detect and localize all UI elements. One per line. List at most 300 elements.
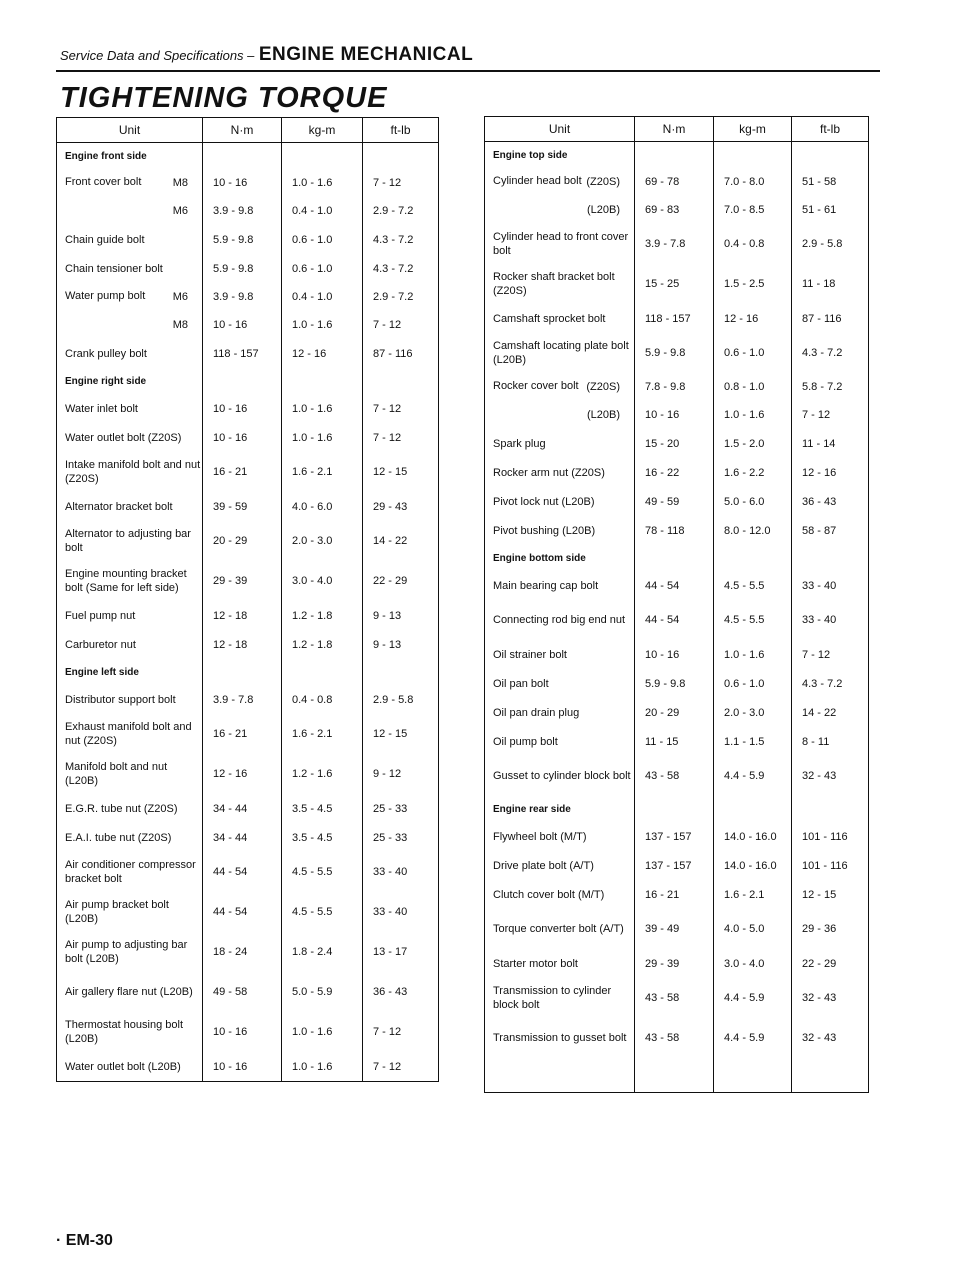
section-label: Engine top side: [485, 142, 635, 169]
ftlb-cell: 25 - 33: [363, 794, 439, 823]
unit-cell: Exhaust manifold bolt and nut (Z20S): [57, 714, 203, 754]
unit-variants: [173, 289, 188, 333]
unit-cell: Drive plate bolt (A/T): [485, 851, 635, 880]
ftlb-cell: 7 - 12: [363, 1052, 439, 1082]
kgm-cell: 4.5 - 5.5: [714, 571, 792, 600]
col-nm: N·m: [203, 118, 282, 143]
unit-cell: Transmission to gusset bolt: [485, 1018, 635, 1058]
nm-cell: 10 - 16: [635, 640, 714, 669]
nm-cell: 49 - 59: [635, 487, 714, 516]
kgm-cell: 14.0 - 16.0: [714, 822, 792, 851]
empty-cell: [282, 368, 363, 394]
unit-cell: Rocker shaft bracket bolt (Z20S): [485, 264, 635, 304]
table-row: [57, 794, 439, 823]
table-row: [57, 823, 439, 852]
empty-cell: [714, 1058, 792, 1093]
col-kgm: kg-m: [714, 117, 792, 142]
header-rule: [56, 70, 880, 72]
nm-cell: 29 - 39: [203, 561, 282, 601]
table-row: [57, 225, 439, 254]
header-section: Service Data and Specifications –: [60, 48, 255, 63]
kgm-cell: 1.6 - 2.1: [714, 880, 792, 909]
nm-cell: 118 - 157: [635, 304, 714, 333]
kgm-cell: 3.0 - 4.0: [282, 561, 363, 601]
unit-cell: Cylinder head to front cover bolt: [485, 224, 635, 264]
nm-cell: 16 - 22: [635, 458, 714, 487]
nm-value: 10 - 16: [213, 177, 248, 189]
nm-cell: 10 - 16: [203, 423, 282, 452]
page-number: · EM-30: [56, 1232, 113, 1249]
kgm-cell: 4.5 - 5.5: [282, 892, 363, 932]
kgm-value: 7.0 - 8.5: [724, 204, 765, 216]
kgm-cell: 4.4 - 5.9: [714, 756, 792, 796]
unit-cell: Water outlet bolt (Z20S): [57, 423, 203, 452]
table-row: [485, 1018, 869, 1058]
ftlb-value: 7 - 12: [802, 409, 831, 421]
ftlb-cell: 33 - 40: [792, 600, 869, 640]
empty-cell: [635, 545, 714, 571]
unit-cell: Water outlet bolt (L20B): [57, 1052, 203, 1082]
nm-cell: 16 - 21: [635, 880, 714, 909]
unit-cell: [57, 169, 203, 225]
section-row: [485, 142, 869, 169]
unit-name: Front cover bolt: [65, 176, 142, 188]
table-row: [485, 600, 869, 640]
empty-cell: [485, 1058, 635, 1093]
table-row: [57, 630, 439, 659]
unit-cell: Alternator to adjusting bar bolt: [57, 521, 203, 561]
section-row: [485, 796, 869, 822]
table-row: [485, 264, 869, 304]
nm-value: 3.9 - 9.8: [213, 291, 254, 303]
kgm-cell: 4.4 - 5.9: [714, 1018, 792, 1058]
unit-split: [493, 174, 634, 218]
empty-cell: [282, 659, 363, 685]
table-row: [485, 909, 869, 949]
table-row: [57, 685, 439, 714]
ftlb-cell: 36 - 43: [792, 487, 869, 516]
kgm-cell: [714, 168, 792, 224]
torque-table-left: [56, 117, 439, 1082]
table-row: [485, 880, 869, 909]
unit-cell: Thermostat housing bolt (L20B): [57, 1012, 203, 1052]
table-row: [485, 516, 869, 545]
unit-cell: [485, 373, 635, 429]
ftlb-value: 5.8 - 7.2: [802, 381, 843, 393]
unit-split: [65, 175, 202, 219]
table-row: [57, 932, 439, 972]
variant-label: (Z20S): [586, 176, 620, 188]
section-label: Engine bottom side: [485, 545, 635, 571]
ftlb-cell: 33 - 40: [363, 892, 439, 932]
ftlb-value: 51 - 61: [802, 204, 837, 216]
empty-cell: [635, 796, 714, 822]
table-row: [57, 339, 439, 368]
unit-variants: [586, 379, 620, 423]
kgm-cell: 1.6 - 2.1: [282, 452, 363, 492]
nm-value: 7.8 - 9.8: [645, 381, 686, 393]
col-kgm: kg-m: [282, 118, 363, 143]
nm-value: 69 - 83: [645, 204, 680, 216]
unit-cell: Transmission to cylinder block bolt: [485, 978, 635, 1018]
section-label: Engine right side: [57, 368, 203, 394]
nm-value: 10 - 16: [645, 409, 680, 421]
variant-label: (L20B): [586, 204, 620, 216]
table-row: [57, 714, 439, 754]
table-row: [485, 756, 869, 796]
nm-cell: 5.9 - 9.8: [635, 333, 714, 373]
kgm-cell: 0.4 - 0.8: [714, 224, 792, 264]
nm-cell: 10 - 16: [203, 394, 282, 423]
table-row: [57, 601, 439, 630]
kgm-cell: 1.1 - 1.5: [714, 727, 792, 756]
table-row: [485, 640, 869, 669]
nm-cell: 3.9 - 7.8: [203, 685, 282, 714]
kgm-cell: [282, 169, 363, 225]
kgm-cell: 3.5 - 4.5: [282, 823, 363, 852]
ftlb-cell: 7 - 12: [792, 640, 869, 669]
ftlb-cell: 4.3 - 7.2: [363, 254, 439, 283]
kgm-cell: 12 - 16: [714, 304, 792, 333]
kgm-cell: 1.0 - 1.6: [714, 640, 792, 669]
ftlb-cell: [363, 283, 439, 339]
ftlb-cell: 14 - 22: [792, 698, 869, 727]
table-row: [485, 851, 869, 880]
unit-cell: Engine mounting bracket bolt (Same for left side): [57, 561, 203, 601]
ftlb-cell: [363, 169, 439, 225]
empty-cell: [203, 368, 282, 394]
ftlb-cell: 9 - 13: [363, 630, 439, 659]
empty-cell: [792, 1058, 869, 1093]
unit-cell: Rocker arm nut (Z20S): [485, 458, 635, 487]
ftlb-cell: 4.3 - 7.2: [363, 225, 439, 254]
unit-cell: Air gallery flare nut (L20B): [57, 972, 203, 1012]
kgm-cell: 4.4 - 5.9: [714, 978, 792, 1018]
unit-variants: [586, 174, 620, 218]
nm-cell: 10 - 16: [203, 1012, 282, 1052]
ftlb-cell: 32 - 43: [792, 1018, 869, 1058]
nm-cell: 12 - 18: [203, 601, 282, 630]
table-row: [485, 669, 869, 698]
empty-cell: [792, 545, 869, 571]
empty-cell: [363, 143, 439, 170]
ftlb-cell: 12 - 15: [363, 714, 439, 754]
section-row: [485, 545, 869, 571]
kgm-value: 0.8 - 1.0: [724, 381, 765, 393]
unit-cell: Alternator bracket bolt: [57, 492, 203, 521]
unit-cell: Manifold bolt and nut (L20B): [57, 754, 203, 794]
kgm-cell: 0.4 - 0.8: [282, 685, 363, 714]
nm-cell: 39 - 49: [635, 909, 714, 949]
ftlb-cell: 7 - 12: [363, 394, 439, 423]
kgm-cell: 1.0 - 1.6: [282, 1052, 363, 1082]
table-row: [485, 373, 869, 429]
ftlb-value: 7 - 12: [373, 319, 402, 331]
nm-cell: 44 - 54: [203, 892, 282, 932]
unit-cell: Main bearing cap bolt: [485, 571, 635, 600]
section-label: Engine rear side: [485, 796, 635, 822]
kgm-cell: 12 - 16: [282, 339, 363, 368]
nm-cell: 3.9 - 7.8: [635, 224, 714, 264]
unit-cell: Clutch cover bolt (M/T): [485, 880, 635, 909]
ftlb-cell: 12 - 16: [792, 458, 869, 487]
ftlb-value: 7 - 12: [373, 177, 402, 189]
nm-cell: 44 - 54: [635, 571, 714, 600]
kgm-cell: 1.0 - 1.6: [282, 1012, 363, 1052]
nm-cell: 29 - 39: [635, 949, 714, 978]
table-row: [57, 892, 439, 932]
empty-cell: [282, 143, 363, 170]
empty-cell: [635, 1058, 714, 1093]
kgm-cell: 0.6 - 1.0: [714, 669, 792, 698]
col-nm: N·m: [635, 117, 714, 142]
nm-cell: 137 - 157: [635, 822, 714, 851]
col-unit: Unit: [485, 117, 635, 142]
unit-cell: Gusset to cylinder block bolt: [485, 756, 635, 796]
kgm-value: 1.0 - 1.6: [724, 409, 765, 421]
unit-cell: Torque converter bolt (A/T): [485, 909, 635, 949]
ftlb-cell: 36 - 43: [363, 972, 439, 1012]
col-ftlb: ft-lb: [792, 117, 869, 142]
unit-cell: Oil strainer bolt: [485, 640, 635, 669]
unit-split: [65, 289, 202, 333]
table-row: [57, 1052, 439, 1082]
kgm-cell: 0.6 - 1.0: [714, 333, 792, 373]
kgm-value: 0.4 - 1.0: [292, 205, 333, 217]
empty-cell: [714, 545, 792, 571]
unit-cell: Crank pulley bolt: [57, 339, 203, 368]
torque-table-right: [484, 116, 869, 1093]
table-row: [485, 571, 869, 600]
empty-cell: [203, 143, 282, 170]
unit-cell: Pivot lock nut (L20B): [485, 487, 635, 516]
nm-cell: 44 - 54: [203, 852, 282, 892]
unit-cell: Oil pump bolt: [485, 727, 635, 756]
empty-cell: [635, 142, 714, 169]
nm-value: 10 - 16: [213, 319, 248, 331]
section-row: [57, 143, 439, 170]
ftlb-cell: 2.9 - 5.8: [363, 685, 439, 714]
ftlb-cell: 9 - 12: [363, 754, 439, 794]
ftlb-cell: 14 - 22: [363, 521, 439, 561]
col-unit: Unit: [57, 118, 203, 143]
ftlb-cell: [792, 168, 869, 224]
table-row: [485, 168, 869, 224]
nm-cell: [635, 373, 714, 429]
nm-cell: 12 - 18: [203, 630, 282, 659]
table-row: [57, 423, 439, 452]
unit-cell: [485, 168, 635, 224]
unit-cell: E.G.R. tube nut (Z20S): [57, 794, 203, 823]
empty-cell: [714, 796, 792, 822]
unit-cell: Air pump to adjusting bar bolt (L20B): [57, 932, 203, 972]
ftlb-cell: 7 - 12: [363, 423, 439, 452]
unit-name: Water pump bolt: [65, 290, 146, 302]
unit-cell: Water inlet bolt: [57, 394, 203, 423]
table-row: [57, 1012, 439, 1052]
table-row: [57, 972, 439, 1012]
table-row: [485, 727, 869, 756]
kgm-cell: 4.5 - 5.5: [714, 600, 792, 640]
ftlb-cell: 101 - 116: [792, 822, 869, 851]
ftlb-value: 2.9 - 7.2: [373, 205, 414, 217]
variant-label: M6: [172, 205, 188, 217]
nm-cell: 5.9 - 9.8: [635, 669, 714, 698]
ftlb-cell: 33 - 40: [792, 571, 869, 600]
kgm-cell: 0.6 - 1.0: [282, 254, 363, 283]
page-header: [60, 44, 880, 66]
table-row: [57, 283, 439, 339]
nm-cell: 137 - 157: [635, 851, 714, 880]
kgm-cell: 14.0 - 16.0: [714, 851, 792, 880]
ftlb-cell: [792, 373, 869, 429]
kgm-cell: 4.0 - 6.0: [282, 492, 363, 521]
ftlb-cell: 11 - 18: [792, 264, 869, 304]
table-row: [57, 254, 439, 283]
nm-cell: 12 - 16: [203, 754, 282, 794]
kgm-cell: 1.8 - 2.4: [282, 932, 363, 972]
ftlb-value: 2.9 - 7.2: [373, 291, 414, 303]
ftlb-cell: 87 - 116: [792, 304, 869, 333]
table-header: [485, 117, 869, 142]
table-row: [485, 698, 869, 727]
variant-label: M8: [172, 177, 188, 189]
ftlb-value: 51 - 58: [802, 176, 837, 188]
nm-cell: 34 - 44: [203, 823, 282, 852]
ftlb-cell: 29 - 36: [792, 909, 869, 949]
kgm-cell: 1.2 - 1.6: [282, 754, 363, 794]
empty-cell: [792, 796, 869, 822]
unit-cell: Chain tensioner bolt: [57, 254, 203, 283]
unit-cell: Air conditioner compressor bracket bolt: [57, 852, 203, 892]
table-row: [57, 394, 439, 423]
nm-cell: 43 - 58: [635, 756, 714, 796]
nm-cell: 43 - 58: [635, 978, 714, 1018]
ftlb-cell: 2.9 - 5.8: [792, 224, 869, 264]
nm-cell: 5.9 - 9.8: [203, 254, 282, 283]
nm-cell: 78 - 118: [635, 516, 714, 545]
section-label: Engine front side: [57, 143, 203, 170]
nm-cell: 15 - 20: [635, 429, 714, 458]
kgm-cell: 3.0 - 4.0: [714, 949, 792, 978]
unit-name: Rocker cover bolt: [493, 380, 579, 392]
unit-cell: Camshaft locating plate bolt (L20B): [485, 333, 635, 373]
ftlb-cell: 9 - 13: [363, 601, 439, 630]
ftlb-cell: 87 - 116: [363, 339, 439, 368]
unit-cell: Distributor support bolt: [57, 685, 203, 714]
nm-cell: [203, 283, 282, 339]
ftlb-cell: 11 - 14: [792, 429, 869, 458]
table-row: [485, 949, 869, 978]
kgm-value: 1.0 - 1.6: [292, 177, 333, 189]
kgm-value: 0.4 - 1.0: [292, 291, 333, 303]
table-row: [485, 224, 869, 264]
kgm-cell: 1.0 - 1.6: [282, 394, 363, 423]
table-row: [485, 429, 869, 458]
ftlb-cell: 33 - 40: [363, 852, 439, 892]
unit-cell: E.A.I. tube nut (Z20S): [57, 823, 203, 852]
table-row: [485, 978, 869, 1018]
kgm-cell: 1.5 - 2.5: [714, 264, 792, 304]
unit-name: Cylinder head bolt: [493, 175, 582, 187]
nm-cell: 20 - 29: [203, 521, 282, 561]
nm-cell: 11 - 15: [635, 727, 714, 756]
kgm-cell: 4.5 - 5.5: [282, 852, 363, 892]
unit-cell: Carburetor nut: [57, 630, 203, 659]
unit-cell: Flywheel bolt (M/T): [485, 822, 635, 851]
nm-cell: 49 - 58: [203, 972, 282, 1012]
page-title: TIGHTENING TORQUE: [60, 82, 388, 114]
ftlb-cell: 8 - 11: [792, 727, 869, 756]
table-row: [57, 754, 439, 794]
nm-value: 69 - 78: [645, 176, 680, 188]
table-row: [485, 333, 869, 373]
ftlb-cell: 101 - 116: [792, 851, 869, 880]
table-row: [485, 487, 869, 516]
unit-cell: Spark plug: [485, 429, 635, 458]
kgm-cell: [714, 373, 792, 429]
nm-cell: 34 - 44: [203, 794, 282, 823]
ftlb-cell: 4.3 - 7.2: [792, 669, 869, 698]
kgm-cell: 3.5 - 4.5: [282, 794, 363, 823]
empty-cell: [363, 368, 439, 394]
unit-cell: [57, 283, 203, 339]
variant-label: M6: [172, 291, 188, 303]
ftlb-cell: 32 - 43: [792, 756, 869, 796]
table-row: [57, 452, 439, 492]
unit-variants: [173, 175, 188, 219]
kgm-cell: 1.2 - 1.8: [282, 630, 363, 659]
kgm-cell: 1.6 - 2.2: [714, 458, 792, 487]
ftlb-cell: 12 - 15: [363, 452, 439, 492]
unit-cell: Pivot bushing (L20B): [485, 516, 635, 545]
ftlb-cell: 7 - 12: [363, 1012, 439, 1052]
nm-cell: [203, 169, 282, 225]
kgm-cell: 1.2 - 1.8: [282, 601, 363, 630]
kgm-cell: 5.0 - 5.9: [282, 972, 363, 1012]
header-chapter: ENGINE MECHANICAL: [258, 44, 474, 65]
nm-cell: 118 - 157: [203, 339, 282, 368]
nm-cell: 39 - 59: [203, 492, 282, 521]
nm-cell: 43 - 58: [635, 1018, 714, 1058]
kgm-cell: 8.0 - 12.0: [714, 516, 792, 545]
variant-label: (L20B): [586, 409, 620, 421]
kgm-cell: 1.5 - 2.0: [714, 429, 792, 458]
kgm-cell: 1.0 - 1.6: [282, 423, 363, 452]
unit-split: [493, 379, 634, 423]
table-row: [57, 561, 439, 601]
ftlb-cell: 29 - 43: [363, 492, 439, 521]
ftlb-cell: 22 - 29: [792, 949, 869, 978]
empty-cell: [363, 659, 439, 685]
nm-cell: 15 - 25: [635, 264, 714, 304]
kgm-cell: [282, 283, 363, 339]
unit-cell: Intake manifold bolt and nut (Z20S): [57, 452, 203, 492]
nm-cell: 18 - 24: [203, 932, 282, 972]
table-header: [57, 118, 439, 143]
unit-cell: Connecting rod big end nut: [485, 600, 635, 640]
kgm-cell: 2.0 - 3.0: [714, 698, 792, 727]
kgm-value: 1.0 - 1.6: [292, 319, 333, 331]
nm-cell: 20 - 29: [635, 698, 714, 727]
unit-cell: Camshaft sprocket bolt: [485, 304, 635, 333]
table-row: [57, 492, 439, 521]
unit-cell: Starter motor bolt: [485, 949, 635, 978]
nm-value: 3.9 - 9.8: [213, 205, 254, 217]
variant-label: M8: [172, 319, 188, 331]
table-row: [57, 852, 439, 892]
empty-cell: [714, 142, 792, 169]
